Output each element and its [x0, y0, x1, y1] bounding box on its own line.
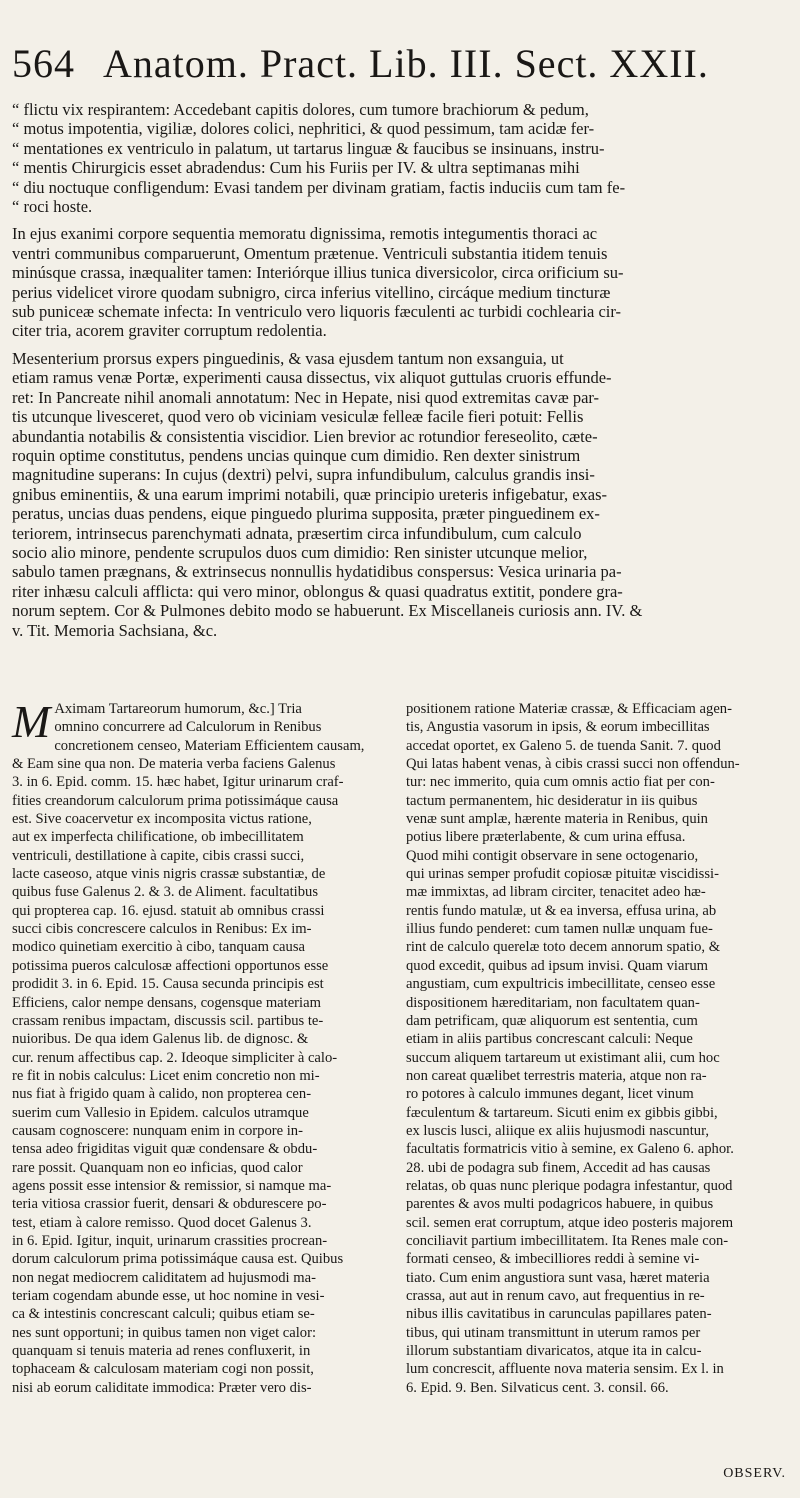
column-line: fæculentum & tartareum. Sicuti enim ex gibbis gibbi,: [406, 1104, 718, 1121]
column-line: non careat quælibet terrestris materia, atque non ra-: [406, 1067, 707, 1084]
text-line: Mesenterium prorsus expers pinguedinis, & vasa ejusdem tantum non exsanguia, ut: [12, 348, 564, 368]
paragraph-autopsy: [12, 224, 790, 340]
left-column: [12, 696, 396, 1397]
text-line: gnibus eminentiis, & una earum imprimi notabili, quæ principio ureteris infigebatur, exas-: [12, 484, 608, 504]
text-line: ret: In Pancreate nihil anomali annotatum: Nec in Hepate, nisi quod extremitas cavæ par-: [12, 387, 600, 407]
text-line: roquin optime constitutus, pendens uncias quinque cum dimidio. Ren dexter sinistrum: [12, 445, 581, 465]
column-line: etiam in aliis partibus concrescant calculi: Neque: [406, 1031, 693, 1048]
column-line: qui urinas semper profudit copiosæ pituitæ viscidissi-: [406, 866, 719, 883]
text-line: sabulo tamen prægnans, & extrinsecus nonnullis hydatidibus conspersus: Vesica urinaria pa-: [12, 562, 622, 582]
column-line: Efficiens, calor nempe densans, cogensque materiam: [12, 994, 321, 1011]
running-head: Anatom. Pract. Lib. III. Sect. XXII.: [103, 41, 709, 86]
column-line: prodidit 3. in 6. Epid. 15. Causa secunda principis est: [12, 976, 324, 993]
text-line: tis utcunque livesceret, quod vero ob viciniam vesiculæ felleæ facile fieri potuit: Fellis: [12, 407, 584, 427]
column-line: nus fiat à frigido quam à calido, non propterea cen-: [12, 1086, 312, 1103]
column-line: ex luscis lusci, aliique ex aliis hujusmodi nascuntur,: [406, 1122, 709, 1139]
column-line: potissima pueros calculosæ affectioni opportunos esse: [12, 957, 329, 974]
column-line: ca & intestinis concrescant calculi; quibus etiam se-: [12, 1306, 315, 1323]
column-line: in 6. Epid. Igitur, inquit, urinarum crassities procrean-: [12, 1232, 328, 1249]
column-line: ro potores à calculo immunes degant, licet vinum: [406, 1086, 694, 1103]
column-line: suerim cum Vallesio in Epidem. calculos utramque: [12, 1104, 309, 1121]
column-line: mæ immixtas, ad libram circiter, tenacitet adeo hæ-: [406, 884, 706, 901]
column-line: conciliavit partium imbecillitatem. Ita Renes male con-: [406, 1232, 729, 1249]
column-line: & Eam sine qua non. De materia verba faciens Galenus: [12, 756, 336, 773]
column-line: non negat mediocrem caliditatem ad hujusmodi ma-: [12, 1269, 316, 1286]
text-line: “ roci hoste.: [12, 197, 93, 217]
column-line: test, etiam à calore remisso. Quod docet Galenus 3.: [12, 1214, 312, 1231]
column-line: dispositionem hæreditariam, non facultatem quan-: [406, 994, 700, 1011]
column-line: nuioribus. De qua idem Galenus lib. de dignosc. &: [12, 1031, 309, 1048]
top-text-block: [12, 100, 790, 640]
text-line: norum septem. Cor & Pulmones debito modo se habuerunt. Ex Miscellaneis curiosis ann. IV. &: [12, 601, 643, 621]
column-line: quod excedit, quibus ad ipsum invisi. Quam viarum: [406, 957, 708, 974]
column-line: qui propterea cap. 16. ejusd. statuit ab omnibus crassi: [12, 902, 325, 919]
page-header: [12, 40, 790, 98]
column-line: cur. renum affectibus cap. 2. Ideoque simpliciter à calo-: [12, 1049, 338, 1066]
column-line: 6. Epid. 9. Ben. Silvaticus cent. 3. consil. 66.: [406, 1379, 669, 1396]
column-line: Quod mihi contigit observare in sene octogenario,: [406, 847, 699, 864]
column-line: rint de calculo querelæ toto decem annorum spatio, &: [406, 939, 721, 956]
column-line: nibus illis cavitatibus in carunculas papillares paten-: [406, 1306, 712, 1323]
column-line: agens possit esse intensior & remissior, si namque ma-: [12, 1177, 332, 1194]
catchword: OBSERV.: [723, 1466, 786, 1481]
column-line: accedat oportet, ex Galeno 5. de tuenda Sanit. 7. quod: [406, 737, 721, 754]
column-line: est. Sive coacervetur ex incomposita victus ratione,: [12, 811, 312, 828]
column-line: lum concrescit, affluente nova materia sensim. Ex l. in: [406, 1361, 724, 1378]
drop-cap: M: [12, 696, 51, 747]
column-line: concretionem censeo, Materiam Efficientem causam,: [54, 737, 365, 754]
column-line: nisi ab eorum caliditate immodica: Præter vero dis-: [12, 1379, 312, 1396]
column-line: venæ sunt amplæ, hærente materia in Renibus, quin: [406, 811, 708, 828]
column-line: modico quinetiam exercitio à cibo, tanquam causa: [12, 939, 305, 956]
text-line: peratus, uncias duas pendens, eique pinguedo plurima supposita, præter pinguedinem ex-: [12, 504, 600, 524]
text-line: magnitudine superans: In cujus (dextri) pelvi, supra infundibulum, calculus grandis insi-: [12, 465, 595, 485]
column-line: crassam renibus impactam, discussis scil. partibus te-: [12, 1012, 324, 1029]
text-line: “ diu noctuque confligendum: Evasi tandem per divinam gratiam, factis induciis cum tam fe-: [12, 177, 626, 197]
column-line: omnino concurrere ad Calculorum in Renibus: [54, 719, 322, 736]
text-line: socio alio minore, pendente scrupulos duos cum dimidio: Ren sinister utcunque melior,: [12, 542, 588, 562]
text-line: In ejus exanimi corpore sequentia memoratu dignissima, remotis integumentis thoraci ac: [12, 224, 598, 244]
right-column: [406, 700, 790, 1397]
column-line: tur: nec immerito, quia cum omnis actio fiat per con-: [406, 774, 715, 791]
text-line: perius videlicet virore quodam subnigro, circa inferius vitellino, circáque medium tincturæ: [12, 282, 611, 302]
column-line: lacte caseoso, atque vinis nigris crassæ substantiæ, de: [12, 866, 326, 883]
column-line: Aximam Tartareorum humorum, &c.] Tria: [54, 701, 302, 717]
column-line: parentes & avos multi podagricos habuere, in quibus: [406, 1196, 714, 1213]
column-line: aut ex imperfecta chilificatione, ob imbecillitatem: [12, 829, 304, 846]
text-line: abundantia notabilis & consistentia viscidior. Lien brevior ac rotundior fereseolito, cæte-: [12, 426, 598, 446]
column-line: quibus fuse Galenus 2. & 3. de Aliment. facultatibus: [12, 884, 319, 901]
column-line: dorum calculorum prima potissimáque causa est. Quibus: [12, 1251, 344, 1268]
column-line: teria vitiosa crassior fuerit, densari & obdurescere po-: [12, 1196, 327, 1213]
column-line: tibus, qui utinam transmittunt in uterum ramos per: [406, 1324, 701, 1341]
column-line: dam petrificam, quæ aliquorum est sententia, cum: [406, 1012, 698, 1029]
column-line: quanquam si tenuis materia ad renes confluxerit, in: [12, 1343, 311, 1360]
column-line: crassa, aut aut in renum cavo, aut frequentius in re-: [406, 1288, 705, 1304]
column-line: succum aliquem tartareum ut existimant alii, cum hoc: [406, 1049, 720, 1066]
column-line: tactum permanentem, hic desideratur in iis quibus: [406, 792, 698, 809]
column-line: illius fundo penderet: cum tamen nullæ unquam fue-: [406, 921, 713, 938]
text-line: citer tria, acorem graviter corruptum redolentia.: [12, 321, 327, 341]
column-line: tiato. Cum enim angustiora sunt vasa, hæret materia: [406, 1269, 710, 1286]
text-line: “ flictu vix respirantem: Accedebant capitis dolores, cum tumore brachiorum & pedum,: [12, 100, 589, 119]
text-line: v. Tit. Memoria Sachsiana, &c.: [12, 620, 218, 640]
column-line: scil. semen erat corruptum, atque ideo posteris majorem: [406, 1214, 734, 1231]
text-line: etiam ramus venæ Portæ, experimenti causa dissectus, vix aliquot guttulas cruoris effunde-: [12, 368, 612, 388]
column-line: 3. in 6. Epid. comm. 15. hæc habet, Igitur urinarum craf-: [12, 774, 344, 791]
column-line: Qui latas habent venas, à cibis crassi succi non offendun-: [406, 756, 740, 773]
column-line: formati censeo, & imbecilliores reddi à semine vi-: [406, 1251, 700, 1268]
column-line: fities creandorum calculorum prima potissimáque causa: [12, 792, 339, 809]
column-line: succi cibis concrescere calculos in Renibus: Ex im-: [12, 921, 312, 938]
column-line: positionem ratione Materiæ crassæ, & Efficaciam agen-: [406, 701, 732, 717]
commentary-columns: [12, 696, 790, 1397]
text-line: teriorem, intrinsecus parenchymati adnata, præsertim circa infundibulum, cum calculo: [12, 523, 582, 543]
text-line: riter inhæsu calculi afflicta: qui vero minor, oblongus & quasi quadratus extitit, pondere gra-: [12, 581, 623, 601]
column-line: ventriculi, destillatione à capite, cibis crassi succi,: [12, 847, 305, 864]
column-line: potius libere præterlabente, & cum urina effusa.: [406, 829, 686, 846]
column-line: tensa adeo frigiditas viguit quæ condensare & obdu-: [12, 1141, 318, 1158]
column-line: relatas, ob quas nunc plerique podagra infestantur, quod: [406, 1177, 733, 1194]
column-line: facultatis formatricis vitio à semine, ex Galeno 6. aphor.: [406, 1141, 734, 1158]
column-line: tophaceam & calculosam materiam cogi non possit,: [12, 1361, 314, 1378]
text-line: “ mentis Chirurgicis esset abradendus: Cum his Furiis per IV. & ultra septimanas mihi: [12, 158, 580, 178]
text-line: sub puniceæ schemate infecta: In ventriculo vero liquoris fæculenti ac turbidi cochlearia cir-: [12, 302, 622, 322]
text-line: ventri communibus comparuerunt, Omentum prætenue. Ventriculi substantia itidem tenuis: [12, 243, 608, 263]
page-number: 564: [12, 41, 75, 86]
column-line: rentis fundo matulæ, ut & ea inversa, effusa urina, ab: [406, 902, 717, 919]
column-line: 28. ubi de podagra sub finem, Accedit ad has causas: [406, 1159, 711, 1176]
column-line: illorum substantiam divaricatos, atque ita in calcu-: [406, 1343, 702, 1360]
column-line: teriam cogendam abunde esse, ut hoc nomine in vesi-: [12, 1288, 325, 1304]
quote-paragraph: [12, 100, 790, 216]
column-line: rare possit. Quanquam non eo inficias, quod calor: [12, 1159, 303, 1176]
column-line: tis, Angustia vasorum in ipsis, & eorum imbecillitas: [406, 719, 710, 736]
text-line: “ mentationes ex ventriculo in palatum, ut tartarus linguæ & faucibus se insinuans, instru-: [12, 138, 605, 158]
column-line: re fit in nobis calculus: Licet enim concretio non mi-: [12, 1067, 320, 1084]
column-line: angustiam, cum expultricis imbecillitate, censeo esse: [406, 976, 716, 993]
text-line: minúsque crassa, inæqualiter tamen: Interiórque illius tunica diversicolor, circa orificium su-: [12, 263, 624, 283]
text-line: “ motus impotentia, vigiliæ, dolores colici, nephritici, & quod pessimum, tam acidæ fer-: [12, 119, 595, 139]
column-line: causam cognoscere: nunquam enim in corpore in-: [12, 1122, 303, 1139]
paragraph-mesenterium: [12, 349, 790, 640]
column-line: nes sunt opportuni; in quibus tamen non viget calor:: [12, 1324, 316, 1341]
